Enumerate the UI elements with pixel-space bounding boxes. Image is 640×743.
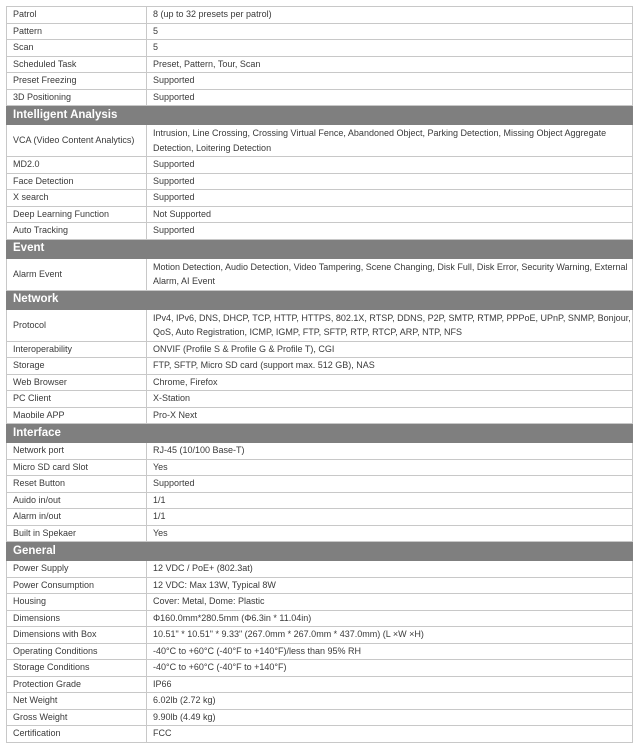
- spec-label: Scan: [7, 40, 147, 57]
- spec-label: 3D Positioning: [7, 89, 147, 106]
- spec-label: Auto Tracking: [7, 223, 147, 240]
- spec-value: Yes: [147, 459, 633, 476]
- spec-label: Protocol: [7, 309, 147, 341]
- spec-value: 8 (up to 32 presets per patrol): [147, 7, 633, 24]
- spec-value: 1/1: [147, 509, 633, 526]
- spec-label: Alarm in/out: [7, 509, 147, 526]
- spec-row: [7, 594, 633, 611]
- spec-label: VCA (Video Content Analytics): [7, 125, 147, 157]
- spec-value: Supported: [147, 476, 633, 493]
- spec-label: Operating Conditions: [7, 643, 147, 660]
- spec-row: [7, 173, 633, 190]
- spec-label: Scheduled Task: [7, 56, 147, 73]
- spec-row: [7, 358, 633, 375]
- spec-label: Maobile APP: [7, 407, 147, 424]
- spec-row: [7, 660, 633, 677]
- spec-row: [7, 258, 633, 290]
- spec-row: [7, 7, 633, 24]
- spec-value: 6.02lb (2.72 kg): [147, 693, 633, 710]
- spec-value: 1/1: [147, 492, 633, 509]
- spec-row: [7, 223, 633, 240]
- spec-label: Preset Freezing: [7, 73, 147, 90]
- spec-value: IP66: [147, 676, 633, 693]
- spec-label: Network port: [7, 443, 147, 460]
- spec-row: [7, 391, 633, 408]
- spec-row: [7, 577, 633, 594]
- spec-row: [7, 125, 633, 157]
- spec-value: Supported: [147, 173, 633, 190]
- spec-value: Supported: [147, 157, 633, 174]
- spec-label: Dimensions: [7, 610, 147, 627]
- spec-value: FTP, SFTP, Micro SD card (support max. 512 GB), NAS: [147, 358, 633, 375]
- spec-row: [7, 40, 633, 57]
- spec-row: [7, 157, 633, 174]
- spec-row: [7, 709, 633, 726]
- spec-value: 12 VDC: Max 13W, Typical 8W: [147, 577, 633, 594]
- spec-value: IPv4, IPv6, DNS, DHCP, TCP, HTTP, HTTPS, 802.1X, RTSP, DDNS, P2P, SMTP, RTMP, PPPoE, UPnP, SNMP, Bonjour, QoS, Auto Registration, ICMP, IGMP, FTP, SFTP, RTP, RTCP, ARP, NTP, NFS: [147, 309, 633, 341]
- spec-row: [7, 643, 633, 660]
- spec-value: Motion Detection, Audio Detection, Video Tampering, Scene Changing, Disk Full, Disk Error, Security Warning, External Alarm, AI Event: [147, 258, 633, 290]
- spec-label: Alarm Event: [7, 258, 147, 290]
- spec-row: [7, 374, 633, 391]
- spec-row: [7, 190, 633, 207]
- spec-value: Chrome, Firefox: [147, 374, 633, 391]
- section-header: [7, 290, 633, 309]
- spec-value: 9.90lb (4.49 kg): [147, 709, 633, 726]
- spec-value: Preset, Pattern, Tour, Scan: [147, 56, 633, 73]
- spec-label: Net Weight: [7, 693, 147, 710]
- spec-label: Micro SD card Slot: [7, 459, 147, 476]
- spec-table: [6, 6, 633, 743]
- spec-row: [7, 492, 633, 509]
- section-title: Event: [7, 239, 633, 258]
- spec-label: Protection Grade: [7, 676, 147, 693]
- spec-row: [7, 443, 633, 460]
- spec-value: RJ-45 (10/100 Base-T): [147, 443, 633, 460]
- spec-label: Reset Button: [7, 476, 147, 493]
- spec-row: [7, 206, 633, 223]
- spec-label: Patrol: [7, 7, 147, 24]
- spec-label: MD2.0: [7, 157, 147, 174]
- spec-value: Pro-X Next: [147, 407, 633, 424]
- spec-row: [7, 341, 633, 358]
- spec-row: [7, 509, 633, 526]
- spec-label: Interoperability: [7, 341, 147, 358]
- spec-row: [7, 693, 633, 710]
- spec-value: FCC: [147, 726, 633, 743]
- section-title: Intelligent Analysis: [7, 106, 633, 125]
- spec-sheet: [6, 6, 632, 743]
- spec-value: Φ160.0mm*280.5mm (Φ6.3in * 11.04in): [147, 610, 633, 627]
- spec-row: [7, 561, 633, 578]
- spec-table-body: [7, 7, 633, 743]
- spec-label: Pattern: [7, 23, 147, 40]
- section-title: General: [7, 542, 633, 561]
- spec-label: Certification: [7, 726, 147, 743]
- spec-label: Dimensions with Box: [7, 627, 147, 644]
- spec-row: [7, 676, 633, 693]
- spec-row: [7, 476, 633, 493]
- section-header: [7, 424, 633, 443]
- spec-label: Built in Spekaer: [7, 525, 147, 542]
- spec-value: 10.51" * 10.51" * 9.33" (267.0mm * 267.0mm * 437.0mm) (L ×W ×H): [147, 627, 633, 644]
- spec-value: ONVIF (Profile S & Profile G & Profile T), CGI: [147, 341, 633, 358]
- spec-value: Supported: [147, 223, 633, 240]
- spec-value: -40°C to +60°C (-40°F to +140°F)/less than 95% RH: [147, 643, 633, 660]
- spec-label: Deep Learning Function: [7, 206, 147, 223]
- spec-label: Storage Conditions: [7, 660, 147, 677]
- spec-value: 5: [147, 40, 633, 57]
- spec-value: Supported: [147, 73, 633, 90]
- spec-value: Supported: [147, 89, 633, 106]
- spec-value: Intrusion, Line Crossing, Crossing Virtual Fence, Abandoned Object, Parking Detection, Missing Object Aggregate Detection, Loitering Detection: [147, 125, 633, 157]
- spec-row: [7, 525, 633, 542]
- spec-value: Supported: [147, 190, 633, 207]
- spec-value: 5: [147, 23, 633, 40]
- spec-value: X-Station: [147, 391, 633, 408]
- spec-row: [7, 610, 633, 627]
- spec-row: [7, 23, 633, 40]
- spec-label: Housing: [7, 594, 147, 611]
- section-title: Interface: [7, 424, 633, 443]
- spec-label: X search: [7, 190, 147, 207]
- spec-value: 12 VDC / PoE+ (802.3at): [147, 561, 633, 578]
- section-title: Network: [7, 290, 633, 309]
- spec-row: [7, 726, 633, 743]
- spec-label: Storage: [7, 358, 147, 375]
- spec-row: [7, 459, 633, 476]
- spec-row: [7, 89, 633, 106]
- spec-label: Face Detection: [7, 173, 147, 190]
- spec-label: Power Consumption: [7, 577, 147, 594]
- section-header: [7, 239, 633, 258]
- spec-label: Auido in/out: [7, 492, 147, 509]
- spec-row: [7, 627, 633, 644]
- spec-label: PC Client: [7, 391, 147, 408]
- spec-row: [7, 73, 633, 90]
- spec-row: [7, 56, 633, 73]
- spec-value: Yes: [147, 525, 633, 542]
- section-header: [7, 106, 633, 125]
- spec-label: Web Browser: [7, 374, 147, 391]
- spec-value: Not Supported: [147, 206, 633, 223]
- spec-value: Cover: Metal, Dome: Plastic: [147, 594, 633, 611]
- spec-value: -40°C to +60°C (-40°F to +140°F): [147, 660, 633, 677]
- spec-label: Gross Weight: [7, 709, 147, 726]
- section-header: [7, 542, 633, 561]
- spec-row: [7, 309, 633, 341]
- spec-label: Power Supply: [7, 561, 147, 578]
- spec-row: [7, 407, 633, 424]
